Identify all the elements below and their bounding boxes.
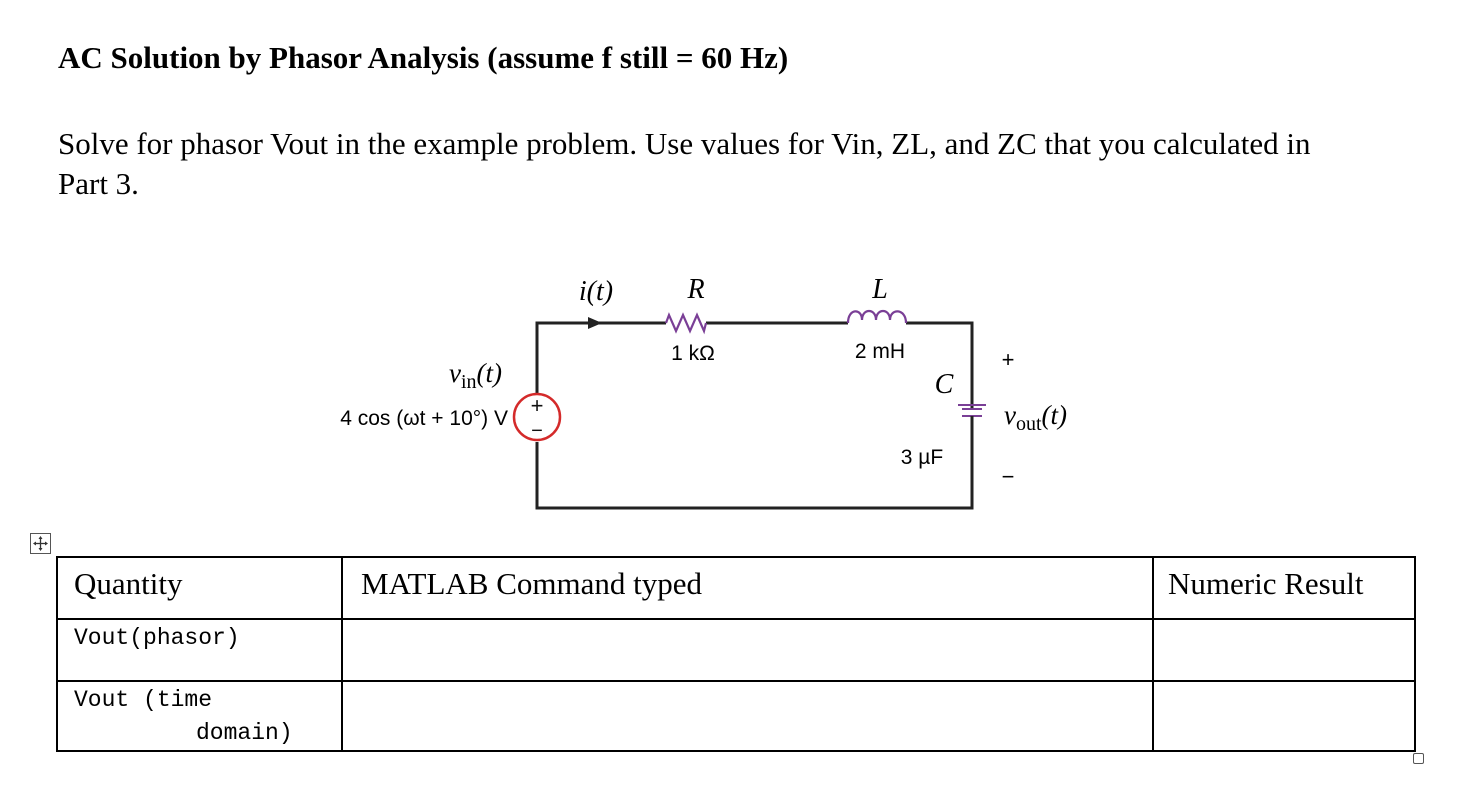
page-heading: AC Solution by Phasor Analysis (assume f still = 60 Hz) <box>58 40 789 75</box>
table-header-row <box>57 557 1415 619</box>
source-minus-sign: − <box>531 420 543 442</box>
table-move-handle[interactable] <box>30 533 51 554</box>
resize-handle-icon[interactable] <box>1413 753 1424 764</box>
instructions-text: Solve for phasor Vout in the example problem. Use values for Vin, ZL, and ZC that you calculated in Part 3. <box>58 126 1311 201</box>
move-icon <box>31 534 50 553</box>
source-expression: 4 cos (ωt + 10°) V <box>340 407 508 430</box>
circuit-wires <box>537 323 986 508</box>
header-numeric-result: Numeric Result <box>1153 557 1415 619</box>
result-cell[interactable] <box>1153 681 1415 751</box>
source-voltage-label: $v_{in}(t)$ <box>448 358 502 393</box>
quantity-cell: Vout(phasor) <box>57 619 342 681</box>
quantity-cell: Vout (time domain) <box>57 681 342 751</box>
results-table <box>56 556 1416 752</box>
inductor-value-label: 2 mH <box>854 340 906 363</box>
output-plus-sign: + <box>1001 347 1015 372</box>
resistor-symbol <box>666 315 706 331</box>
current-arrow <box>588 317 602 329</box>
result-cell[interactable] <box>1153 619 1415 681</box>
header-quantity: Quantity <box>57 557 342 619</box>
inductor-symbol-label: L <box>872 274 888 305</box>
command-cell[interactable] <box>342 619 1153 681</box>
current-label: i(t) <box>578 276 614 307</box>
output-minus-sign: − <box>1001 464 1015 489</box>
table-row <box>57 681 1415 751</box>
header-matlab-command: MATLAB Command typed <box>342 557 1153 619</box>
capacitor-value-label: 3 µF <box>900 446 944 469</box>
inductor-symbol <box>848 311 906 323</box>
resistor-symbol-label: R <box>687 274 705 305</box>
command-cell[interactable] <box>342 681 1153 751</box>
resistor-value-label: 1 kΩ <box>671 342 715 365</box>
output-voltage-label: $v_{out}(t)$ <box>1004 400 1068 435</box>
source-plus-sign: + <box>530 393 544 418</box>
table-row <box>57 619 1415 681</box>
capacitor-symbol-label: C <box>934 369 954 400</box>
